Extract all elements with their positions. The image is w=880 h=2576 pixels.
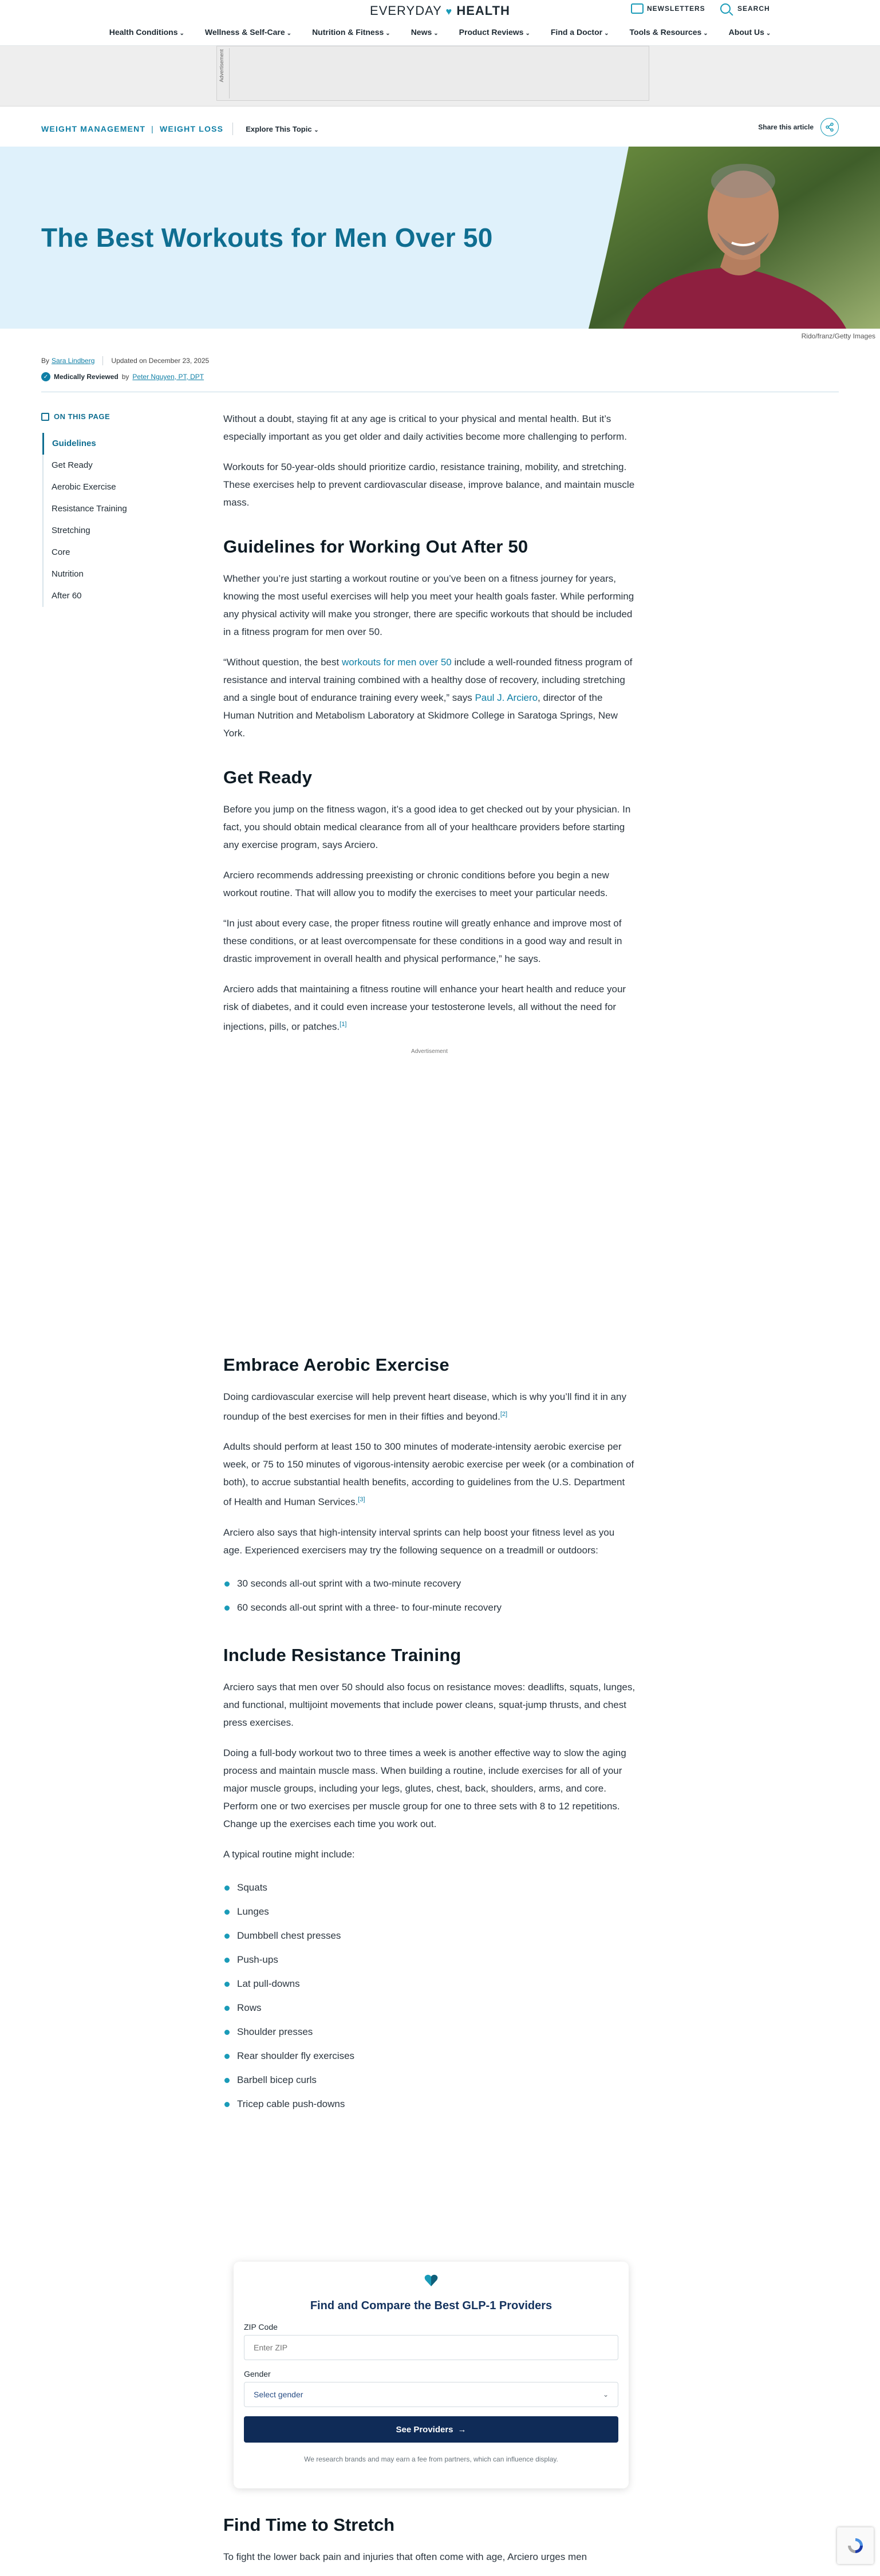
topic-divider (232, 123, 233, 135)
list-item: Shoulder presses (223, 2020, 636, 2044)
toc-item-get-ready[interactable]: Get Ready (52, 460, 93, 470)
share-article[interactable] (758, 118, 839, 136)
paragraph: Doing a full-body workout two to three times a week is another effective way to slow the aging process and maintain muscle mass. When building a routine, include exercises for all of your major muscle groups, including your legs, glutes, chest, back, shoulders, arms, and core. Perform one or two exercises per muscle group for one to three sets with 8 to 12 repetitions. Change up the exercises each time you work out. (223, 1747, 626, 1829)
nav-news[interactable]: News ⌄ (411, 27, 439, 37)
list-item: Barbell bicep curls (223, 2068, 636, 2092)
list-item: Lat pull-downs (223, 1972, 636, 1996)
reviewed-by: by (121, 373, 129, 381)
see-providers-button[interactable]: See Providers → (244, 2416, 618, 2443)
paragraph: Adults should perform at least 150 to 300 minutes of moderate-intensity aerobic exercise per week, or 75 to 150 minutes of vigorous-intensity aerobic exercise per week (or a combination of both), to accrue substantial health benefits, according to guidelines from the U.S. Department of Health and Human Services.[3] (223, 1441, 634, 1508)
citation-ref[interactable]: [3] (358, 1496, 365, 1504)
list-item: Tricep cable push-downs (223, 2092, 636, 2116)
search-icon (720, 3, 731, 14)
section-heading-get-ready: Get Ready (223, 767, 313, 787)
article-title: The Best Workouts for Men Over 50 (41, 223, 493, 253)
paragraph: To fight the lower back pain and injuries that often come with age, Arciero urges men (223, 2551, 587, 2562)
widget-disclaimer: We research brands and may earn a fee from partners, which can influence display. (304, 2455, 558, 2463)
toc-title: ON THIS PAGE (41, 412, 110, 421)
explore-topic-dropdown[interactable]: Explore This Topic ⌄ (246, 124, 319, 133)
logo-text-right: HEALTH (456, 3, 510, 18)
paragraph: A typical routine might include: (223, 1848, 355, 1860)
section-heading-stretch: Find Time to Stretch (223, 2515, 395, 2535)
paragraph-quote: “Without question, the best workouts for men over 50 include a well-rounded fitness program of resistance and interval training combined with a healthy dose of recovery, including stretching and a single bout of endurance training every week,” says Paul J. Arciero, director of the Human Nutrition and Metabolism Laboratory at Skidmore College in Saratoga Springs, New York. (223, 657, 633, 739)
toc-item-stretching[interactable]: Stretching (52, 526, 90, 535)
byline-divider (102, 356, 103, 365)
zip-label: ZIP Code (244, 2322, 278, 2332)
stretch-section (223, 2515, 636, 2566)
nav-nutrition-fitness[interactable]: Nutrition & Fitness ⌄ (312, 27, 390, 37)
toc-item-resistance[interactable]: Resistance Training (52, 504, 127, 514)
chevron-down-icon: ⌄ (703, 30, 708, 37)
gender-value: Select gender (254, 2390, 303, 2399)
search-button[interactable] (720, 3, 770, 14)
nav-wellness[interactable]: Wellness & Self-Care ⌄ (204, 27, 292, 37)
paragraph: Arciero recommends addressing preexisting or chronic conditions before you begin a new workout routine. That will allow you to modify the exercises to meet your particular needs. (223, 870, 609, 898)
topic-breadcrumb (41, 123, 319, 135)
nav-about-us[interactable]: About Us ⌄ (728, 27, 771, 37)
list-item: Lunges (223, 1900, 636, 1924)
toc-item-core[interactable]: Core (52, 547, 70, 557)
chevron-down-icon: ⌄ (179, 30, 184, 37)
chevron-down-icon: ⌄ (385, 30, 390, 37)
gender-label: Gender (244, 2369, 271, 2378)
topic-weight-loss[interactable]: WEIGHT LOSS (160, 124, 224, 133)
widget-title: Find and Compare the Best GLP-1 Providers (310, 2299, 553, 2312)
newsletter-icon (631, 3, 644, 14)
gender-select[interactable] (244, 2382, 618, 2407)
chevron-down-icon: ⌄ (286, 30, 292, 37)
arrow-right-icon: → (457, 2424, 467, 2435)
photo-credit: Rido/franz/Getty Images (801, 332, 875, 340)
search-label: SEARCH (737, 5, 770, 13)
table-of-contents (42, 433, 127, 607)
toc-item-aerobic[interactable]: Aerobic Exercise (52, 482, 116, 492)
list-icon (41, 413, 49, 421)
toc-item-guidelines[interactable]: Guidelines (42, 433, 127, 455)
paragraph: Arciero adds that maintaining a fitness routine will enhance your heart health and reduce your risk of diabetes, and it could even increase your testosterone levels, all without the need for injections, pills, or patches.[1] (223, 984, 626, 1032)
nav-product-reviews[interactable]: Product Reviews ⌄ (459, 27, 530, 37)
paragraph: Before you jump on the fitness wagon, it’s a good idea to get checked out by your physician. In fact, you should obtain medical clearance from all of your healthcare providers before starting any exercise program, says Arciero. (223, 804, 631, 850)
list-item: 30 seconds all-out sprint with a two-minute recovery (223, 1572, 636, 1596)
article-body (223, 410, 636, 2129)
paragraph: Arciero says that men over 50 should also focus on resistance moves: deadlifts, squats, lunges, and functional, multijoint movements that include power cleans, squat-jump thrusts, and chest press exercises. (223, 1681, 636, 1728)
paragraph: Doing cardiovascular exercise will help prevent heart disease, which is why you’ll find it in any roundup of the best exercises for men in their fifties and beyond.[2] (223, 1391, 626, 1422)
chevron-down-icon: ⌄ (314, 127, 319, 133)
list-item: Rows (223, 1996, 636, 2020)
ad-slot[interactable] (216, 46, 649, 101)
article-hero (0, 147, 880, 329)
ad-divider (229, 48, 230, 98)
heart-logo-icon: ♥ (445, 6, 453, 17)
reviewed-label: Medically Reviewed (54, 373, 119, 381)
toc-item-nutrition[interactable]: Nutrition (52, 569, 84, 579)
routine-list (223, 1876, 636, 2116)
list-item: Squats (223, 1876, 636, 1900)
hero-photo (589, 147, 880, 329)
topic-separator: | (151, 124, 155, 133)
reviewer-link[interactable]: Peter Nguyen, PT, DPT (132, 373, 204, 381)
chevron-down-icon: ⌄ (602, 2390, 609, 2399)
section-heading-resistance: Include Resistance Training (223, 1644, 461, 1665)
glp1-provider-widget (234, 2262, 629, 2488)
nav-tools-resources[interactable]: Tools & Resources ⌄ (629, 27, 708, 37)
top-ad-band (0, 46, 880, 106)
share-label: Share this article (758, 123, 814, 131)
list-item: Dumbbell chest presses (223, 1924, 636, 1948)
paragraph: “In just about every case, the proper fitness routine will greatly enhance and improve most of these conditions, or at least overcompensate for these conditions in a good way and result in drastic improvement in overall health and physical performance,” he says. (223, 918, 622, 964)
paragraph: Workouts for 50-year-olds should prioritize cardio, resistance training, mobility, and stretching. These exercises help to prevent cardiovascular disease, improve balance, and maintain muscle mass. (223, 461, 635, 508)
chevron-down-icon: ⌄ (525, 30, 530, 37)
byline-by: By (41, 357, 50, 365)
medical-review (41, 372, 204, 381)
ad-label: Advertisement (219, 49, 224, 82)
topic-bar (0, 106, 880, 147)
nav-find-doctor[interactable]: Find a Doctor ⌄ (550, 27, 609, 37)
citation-ref[interactable]: [2] (500, 1410, 508, 1418)
check-icon: ✓ (41, 372, 50, 381)
newsletters-link[interactable] (631, 3, 705, 14)
list-item: Push-ups (223, 1948, 636, 1972)
updated-date: Updated on December 23, 2025 (111, 357, 210, 365)
section-heading-aerobic: Embrace Aerobic Exercise (223, 1354, 449, 1375)
newsletters-label: NEWSLETTERS (647, 5, 705, 13)
recaptcha-badge[interactable] (837, 2527, 874, 2564)
chevron-down-icon: ⌄ (604, 30, 609, 37)
byline (41, 356, 209, 365)
logo-text-left: EVERYDAY (370, 3, 442, 18)
paragraph: Arciero also says that high-intensity interval sprints can help boost your fitness level as you age. Experienced exercisers may try the following sequence on a treadmill or outdoors: (223, 1526, 615, 1556)
list-item: 60 seconds all-out sprint with a three- to four-minute recovery (223, 1596, 636, 1620)
chevron-down-icon: ⌄ (433, 30, 439, 37)
section-heading-guidelines: Guidelines for Working Out After 50 (223, 536, 528, 557)
share-icon[interactable] (820, 118, 839, 136)
chevron-down-icon: ⌄ (765, 30, 771, 37)
paragraph: Without a doubt, staying fit at any age is critical to your physical and mental health. But it’s especially important as you get older and daily activities become more challenging to perform. (223, 413, 627, 442)
topic-weight-management[interactable]: WEIGHT MANAGEMENT (41, 124, 146, 133)
main-nav (0, 27, 880, 37)
paragraph: Whether you’re just starting a workout routine or you’ve been on a fitness journey for years, knowing the most useful exercises will help you meet your health goals faster. While performing any physical activity will make you stronger, there are specific workouts that should be included in a fitness program for men over 50. (223, 573, 634, 637)
citation-ref[interactable]: [1] (340, 1021, 347, 1028)
sprint-list (223, 1572, 636, 1620)
inline-ad-slot[interactable] (223, 1055, 636, 1330)
inline-ad-label: Advertisement (411, 1048, 448, 1055)
zip-input[interactable] (244, 2335, 618, 2360)
site-header (0, 0, 880, 46)
list-item: Rear shoulder fly exercises (223, 2044, 636, 2068)
arciero-link[interactable]: Paul J. Arciero (475, 692, 538, 703)
nav-health-conditions[interactable]: Health Conditions ⌄ (109, 27, 184, 37)
heart-logo-icon (424, 2273, 439, 2288)
toc-item-after-60[interactable]: After 60 (52, 591, 82, 601)
workouts-link[interactable]: workouts for men over 50 (341, 657, 452, 668)
recaptcha-icon (846, 2536, 865, 2555)
author-link[interactable]: Sara Lindberg (52, 357, 95, 365)
